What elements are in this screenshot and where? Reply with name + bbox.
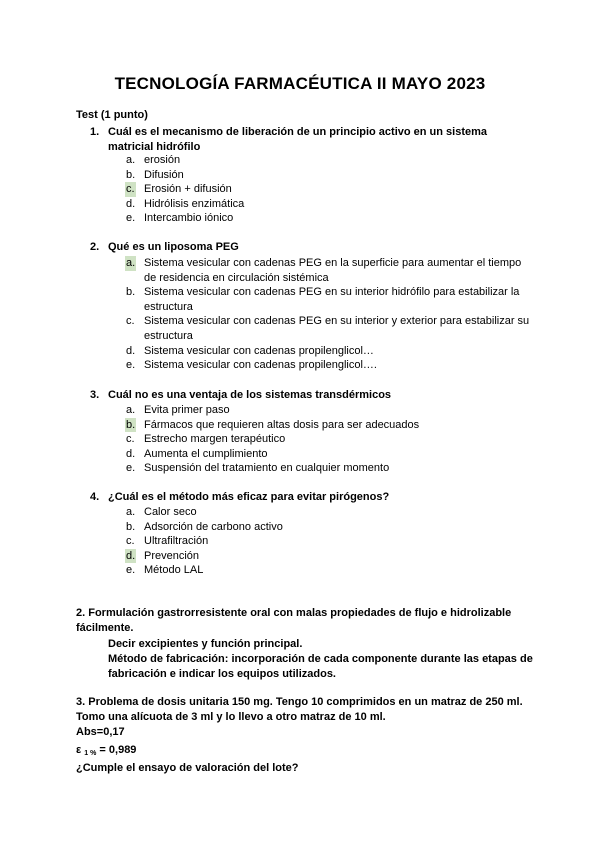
question-number: 1. (90, 126, 100, 138)
option-e: e. Sistema vesicular con cadenas propilenglicol…. (126, 359, 377, 372)
option-e: e. Intercambio iónico (126, 212, 234, 225)
option-d: d. Aumenta el cumplimiento (126, 447, 268, 460)
epsilon-line (76, 743, 546, 761)
section-2-heading: 2. Formulación gastrorresistente oral con malas propiedades de flujo e hidrolizable fácilmente. (76, 607, 512, 634)
question-2 (90, 240, 530, 255)
section-2-line-2: Método de fabricación: incorporación de cada componente durante las etapas de fabricación e indicar los equipos utilizados. (108, 653, 533, 680)
option-c: c. Estrecho margen terapéutico (126, 433, 286, 446)
answer-highlight: c. (126, 183, 135, 196)
answer-highlight: b. (126, 418, 136, 431)
question-number: 3. (90, 389, 100, 401)
option-a: a. Evita primer paso (126, 404, 230, 416)
question-text: Cuál no es una ventaja de los sistemas transdérmicos (108, 389, 392, 401)
question-text: ¿Cuál es el método más eficaz para evitar pirógenos? (108, 491, 390, 503)
option-b: b. Adsorción de carbono activo (126, 520, 283, 533)
question-4-options (126, 505, 536, 578)
option-d: d. Sistema vesicular con cadenas propilenglicol… (126, 344, 374, 357)
option-d-answer: d. Prevención (126, 549, 200, 562)
question-3 (90, 388, 530, 403)
section-3-heading: 3. Problema de dosis unitaria 150 mg. Tengo 10 comprimidos en un matraz de 250 ml. Tomo una alícuota de 3 ml y lo llevo a otro matraz de 10 ml. (76, 696, 523, 723)
answer-highlight: a. (126, 257, 136, 269)
epsilon-subscript: 1 % (84, 750, 97, 757)
option-b-answer: b. Fármacos que requieren altas dosis para ser adecuados (126, 418, 420, 431)
answer-highlight: d. (126, 549, 136, 562)
option-c: c. Sistema vesicular con cadenas PEG en su interior y exterior para estabilizar su estructura (126, 315, 530, 342)
epsilon-symbol: ε (76, 744, 82, 756)
absorbance-value: Abs=0,17 (76, 726, 125, 738)
option-d: d. Hidrólisis enzimática (126, 197, 245, 210)
question-text: Cuál es el mecanismo de liberación de un principio activo en un sistema matricial hidrófilo (108, 126, 488, 153)
option-e: e. Suspensión del tratamiento en cualquier momento (126, 462, 390, 475)
option-e: e. Método LAL (126, 564, 204, 577)
question-2-options (126, 256, 536, 373)
section-2 (76, 606, 546, 682)
section-2-line-1: Decir excipientes y función principal. (108, 638, 303, 650)
option-b: b. Difusión (126, 168, 184, 181)
question-1-options (126, 153, 536, 226)
question-number: 2. (90, 241, 100, 253)
question-3-options (126, 403, 536, 476)
epsilon-value: = 0,989 (99, 744, 137, 756)
test-label: Test (1 punto) (76, 109, 148, 121)
option-c: c. Ultrafiltración (126, 535, 209, 548)
question-text: Qué es un liposoma PEG (108, 241, 239, 253)
question-number: 4. (90, 491, 100, 503)
option-b: b. Sistema vesicular con cadenas PEG en su interior hidrófilo para estabilizar la estructura (126, 286, 520, 313)
option-c-answer: c. Erosión + difusión (126, 183, 232, 196)
section-3-question: ¿Cumple el ensayo de valoración del lote? (76, 762, 299, 774)
page-title: TECNOLOGÍA FARMACÉUTICA II MAYO 2023 (114, 74, 486, 93)
question-1 (90, 125, 530, 155)
option-a-answer: a. Sistema vesicular con cadenas PEG en la superficie para aumentar el tiempo de residencia en circulación sistémica (126, 257, 522, 284)
section-3 (76, 695, 546, 776)
question-4 (90, 490, 530, 505)
option-a: a. erosión (126, 154, 181, 166)
option-a: a. Calor seco (126, 506, 197, 518)
